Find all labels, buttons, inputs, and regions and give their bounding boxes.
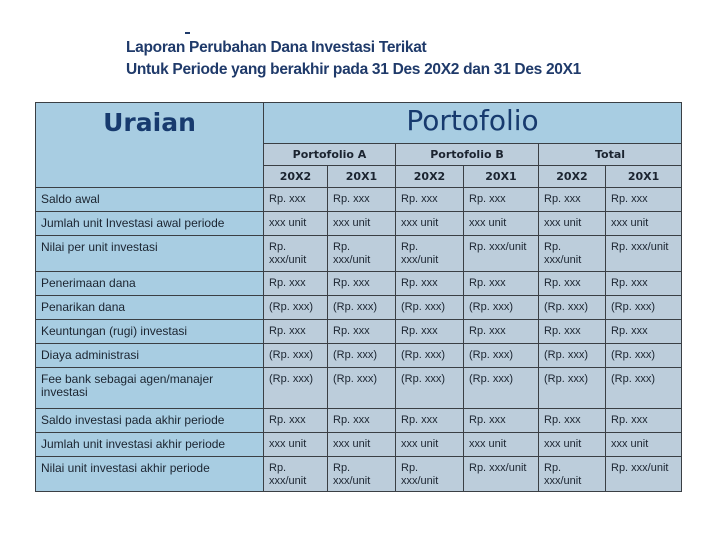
value-cell: Rp. xxx: [396, 409, 464, 433]
year-header: 20X1: [606, 166, 682, 188]
group-header: Portofolio B: [396, 144, 539, 166]
value-cell: (Rp. xxx): [264, 368, 328, 409]
table-row: [36, 409, 682, 433]
report-subtitle: Untuk Periode yang berakhir pada 31 Des 20X2 dan 31 Des 20X1: [126, 61, 581, 78]
value-cell: xxx unit: [264, 433, 328, 457]
value-cell: xxx unit: [264, 212, 328, 236]
header-uraian: Uraian: [36, 103, 264, 188]
value-cell: Rp. xxx: [464, 409, 539, 433]
value-cell: xxx unit: [539, 433, 606, 457]
row-label: Penerimaan dana: [36, 272, 264, 296]
table-row: [36, 368, 682, 409]
value-cell: xxx unit: [464, 212, 539, 236]
year-header: 20X2: [264, 166, 328, 188]
value-cell: (Rp. xxx): [606, 368, 682, 409]
value-cell: xxx unit: [328, 433, 396, 457]
row-label: Nilai unit investasi akhir periode: [36, 457, 264, 492]
value-cell: Rp. xxx/unit: [464, 457, 539, 492]
value-cell: xxx unit: [539, 212, 606, 236]
value-cell: Rp. xxx/unit: [396, 236, 464, 272]
value-cell: Rp. xxx: [328, 188, 396, 212]
year-header: 20X1: [328, 166, 396, 188]
value-cell: Rp. xxx/unit: [606, 457, 682, 492]
year-header: 20X1: [464, 166, 539, 188]
value-cell: (Rp. xxx): [396, 344, 464, 368]
row-label: Saldo awal: [36, 188, 264, 212]
row-label: Keuntungan (rugi) investasi: [36, 320, 264, 344]
value-cell: Rp. xxx: [264, 272, 328, 296]
value-cell: xxx unit: [606, 433, 682, 457]
value-cell: Rp. xxx/unit: [396, 457, 464, 492]
value-cell: Rp. xxx: [328, 409, 396, 433]
value-cell: (Rp. xxx): [464, 344, 539, 368]
table-row: [36, 320, 682, 344]
table-row: [36, 236, 682, 272]
value-cell: (Rp. xxx): [539, 344, 606, 368]
value-cell: (Rp. xxx): [539, 368, 606, 409]
value-cell: Rp. xxx: [539, 272, 606, 296]
value-cell: Rp. xxx/unit: [539, 236, 606, 272]
value-cell: (Rp. xxx): [606, 344, 682, 368]
value-cell: Rp. xxx: [606, 409, 682, 433]
value-cell: Rp. xxx: [264, 409, 328, 433]
table-row: [36, 344, 682, 368]
value-cell: Rp. xxx: [464, 320, 539, 344]
value-cell: xxx unit: [606, 212, 682, 236]
value-cell: Rp. xxx: [264, 320, 328, 344]
row-label: Saldo investasi pada akhir periode: [36, 409, 264, 433]
value-cell: (Rp. xxx): [396, 296, 464, 320]
value-cell: (Rp. xxx): [264, 296, 328, 320]
value-cell: Rp. xxx/unit: [539, 457, 606, 492]
value-cell: Rp. xxx/unit: [328, 236, 396, 272]
value-cell: Rp. xxx: [539, 320, 606, 344]
table-row: [36, 212, 682, 236]
value-cell: Rp. xxx: [539, 188, 606, 212]
value-cell: Rp. xxx: [328, 272, 396, 296]
value-cell: (Rp. xxx): [328, 344, 396, 368]
value-cell: xxx unit: [328, 212, 396, 236]
group-header: Portofolio A: [264, 144, 396, 166]
value-cell: xxx unit: [396, 433, 464, 457]
value-cell: xxx unit: [464, 433, 539, 457]
value-cell: Rp. xxx/unit: [464, 236, 539, 272]
value-cell: (Rp. xxx): [464, 296, 539, 320]
decorative-dash: [185, 32, 190, 34]
value-cell: Rp. xxx: [328, 320, 396, 344]
value-cell: Rp. xxx: [396, 188, 464, 212]
value-cell: (Rp. xxx): [539, 296, 606, 320]
value-cell: (Rp. xxx): [464, 368, 539, 409]
value-cell: Rp. xxx: [464, 272, 539, 296]
row-label: Fee bank sebagai agen/manajer investasi: [36, 368, 264, 409]
value-cell: Rp. xxx: [396, 272, 464, 296]
value-cell: Rp. xxx: [606, 320, 682, 344]
value-cell: Rp. xxx/unit: [264, 236, 328, 272]
table-row: [36, 188, 682, 212]
group-header: Total: [539, 144, 682, 166]
value-cell: xxx unit: [396, 212, 464, 236]
row-label: Penarikan dana: [36, 296, 264, 320]
value-cell: Rp. xxx: [264, 188, 328, 212]
table-row: [36, 457, 682, 492]
value-cell: (Rp. xxx): [606, 296, 682, 320]
table-row: [36, 433, 682, 457]
value-cell: (Rp. xxx): [328, 296, 396, 320]
value-cell: Rp. xxx: [464, 188, 539, 212]
table-row: [36, 296, 682, 320]
header-portofolio: Portofolio: [264, 103, 682, 144]
row-label: Nilai per unit investasi: [36, 236, 264, 272]
year-header: 20X2: [539, 166, 606, 188]
value-cell: Rp. xxx: [539, 409, 606, 433]
value-cell: Rp. xxx/unit: [264, 457, 328, 492]
investment-fund-table: [35, 102, 682, 492]
row-label: Diaya administrasi: [36, 344, 264, 368]
table-row: [36, 272, 682, 296]
row-label: Jumlah unit investasi akhir periode: [36, 433, 264, 457]
value-cell: Rp. xxx: [396, 320, 464, 344]
value-cell: (Rp. xxx): [396, 368, 464, 409]
value-cell: Rp. xxx: [606, 272, 682, 296]
year-header: 20X2: [396, 166, 464, 188]
report-title: Laporan Perubahan Dana Investasi Terikat: [126, 39, 427, 56]
value-cell: Rp. xxx/unit: [606, 236, 682, 272]
value-cell: (Rp. xxx): [264, 344, 328, 368]
row-label: Jumlah unit Investasi awal periode: [36, 212, 264, 236]
value-cell: Rp. xxx/unit: [328, 457, 396, 492]
value-cell: (Rp. xxx): [328, 368, 396, 409]
value-cell: Rp. xxx: [606, 188, 682, 212]
